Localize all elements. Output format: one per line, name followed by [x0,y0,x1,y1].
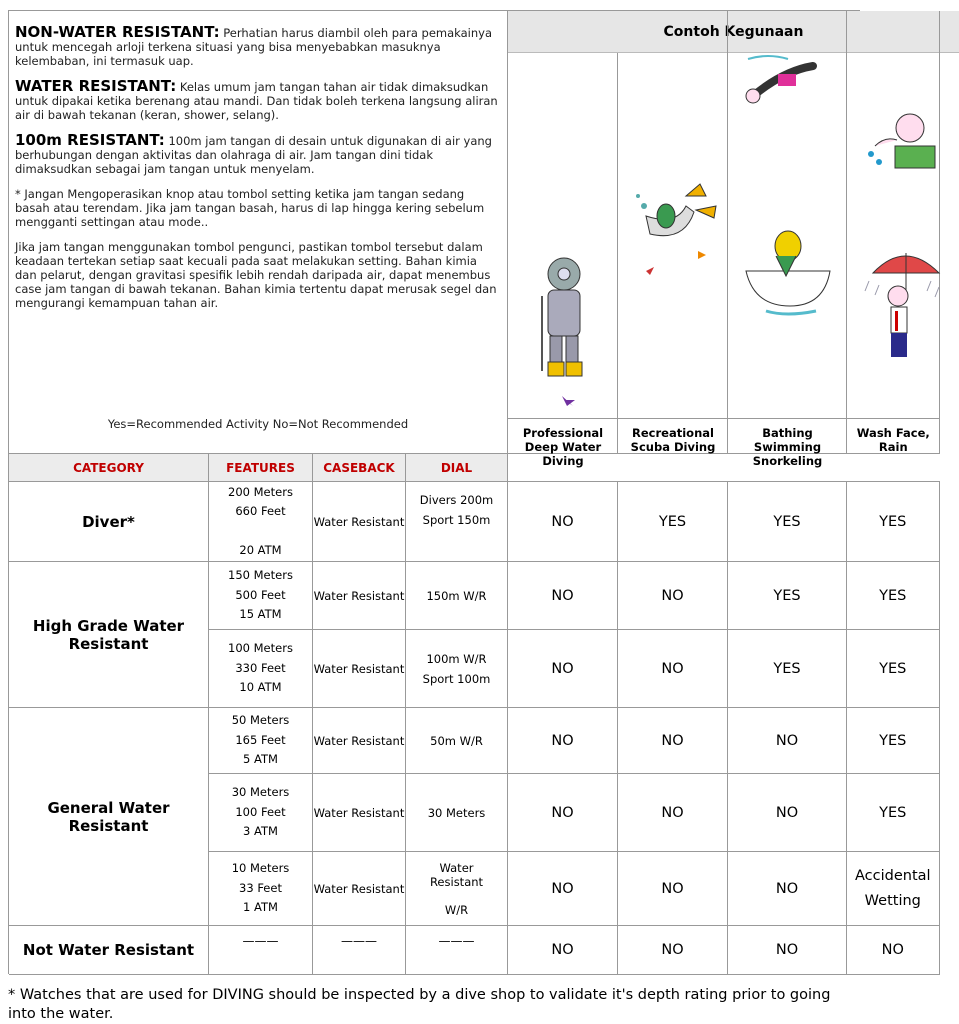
value-cell: YES [847,708,940,774]
value-cell: NO [508,482,618,562]
value-cell: NO [728,926,847,975]
col-wash [847,11,940,454]
value-cell: Accidental Wetting [847,852,940,926]
dial-cell: Water Resistant W/R [406,852,508,926]
activity-label: Recreational Scuba Diving [618,418,728,454]
value-cell: NO [847,926,940,975]
examples-title: Contoh Kegunaan [508,11,959,53]
activity-label: Wash Face, Rain [847,418,940,454]
value-cell: NO [728,774,847,852]
water-resistance-table [8,10,931,974]
deep-diver-illustration [534,256,594,416]
intro-note-chemicals: Jika jam tangan menggunakan tombol pengunci, pastikan tombol tersebut dalam keadaan tertekan setiap saat kecuali pada saat melakukan setting. Bahan kimia dan pelarut, dengan gravitasi spesifik lebih rendah daripada air, dapat menembus case jam tangan di bawah tekanan. Bahan kimia tertentu dapat merusak segel dan mengurangi kemampuan tahan air. [15,240,497,310]
value-cell: NO [508,562,618,630]
header-dial: DIAL [406,454,508,482]
value-cell: NO [508,852,618,926]
swimmer-illustration [738,41,838,121]
dial-cell: Divers 200m Sport 150m [406,482,508,562]
features-cell: ——— [209,926,313,975]
intro-water-resistant: WATER RESISTANT: Kelas umum jam tangan tahan air tidak dimaksudkan untuk dipakai ketika berenang atau mandi. Dan tidak boleh terkena langsung aliran air di bawah tekanan (keran, shower, selang). [15,77,498,122]
features-cell: 30 Meters 100 Feet 3 ATM [209,774,313,852]
value-cell: YES [728,562,847,630]
value-cell: NO [508,708,618,774]
category-general: General Water Resistant [9,708,209,926]
category-not-water: Not Water Resistant [9,926,209,975]
caseback-cell: Water Resistant [313,562,406,630]
header-spacer [508,454,940,482]
dial-cell: 50m W/R [406,708,508,774]
face-washing-illustration [865,106,945,181]
value-cell: NO [618,562,728,630]
scuba-diver-illustration [626,176,722,296]
value-cell: YES [728,630,847,708]
value-cell: NO [508,926,618,975]
value-cell: NO [618,852,728,926]
intro-non-water: NON-WATER RESISTANT: Perhatian harus diambil oleh para pemakainya untuk mencegah arloji terkena situasi yang bisa menyebabkan masuknya kelembaban, ini termasuk uap. [15,23,493,68]
col-bathing [728,11,847,454]
intro-100m: 100m RESISTANT: 100m jam tangan di desain untuk digunakan di air yang berhubungan dengan aktivitas dan olahraga di air. Jam tangan dini tidak dimaksudkan sebagai jam tangan untuk menyelam. [15,131,492,176]
caseback-cell: Water Resistant [313,708,406,774]
caseback-cell: ——— [313,926,406,975]
value-cell: YES [847,562,940,630]
features-cell: 200 Meters 660 Feet 20 ATM [209,482,313,562]
features-cell: 100 Meters 330 Feet 10 ATM [209,630,313,708]
activity-label: Professional Deep Water Diving [508,418,618,454]
features-cell: 150 Meters 500 Feet 15 ATM [209,562,313,630]
value-cell: NO [618,774,728,852]
value-cell: NO [618,708,728,774]
intro-note-buttons: * Jangan Mengoperasikan knop atau tombol setting ketika jam tangan sedang basah atau terendam. Jika jam tangan basah, harus di lap hingga kering sebelum mengganti settingan atau mode.. [15,187,485,229]
category-diver: Diver* [9,482,209,562]
value-cell: NO [618,926,728,975]
caseback-cell: Water Resistant [313,774,406,852]
header-caseback: CASEBACK [313,454,406,482]
value-cell: YES [847,482,940,562]
value-cell: NO [508,774,618,852]
dial-cell: ——— [406,926,508,975]
header-category: CATEGORY [9,454,209,482]
header-features: FEATURES [209,454,313,482]
footnote: * Watches that are used for DIVING should be inspected by a dive shop to validate it's depth rating prior to going into the water. [8,987,831,1022]
value-cell: YES [728,482,847,562]
value-cell: YES [847,630,940,708]
caseback-cell: Water Resistant [313,630,406,708]
features-cell: 10 Meters 33 Feet 1 ATM [209,852,313,926]
value-cell: YES [618,482,728,562]
value-cell: NO [728,852,847,926]
value-cell: NO [618,630,728,708]
bathing-illustration [736,216,840,326]
features-cell: 50 Meters 165 Feet 5 ATM [209,708,313,774]
legend: Yes=Recommended Activity No=Not Recommended [107,417,409,431]
caseback-cell: Water Resistant [313,482,406,562]
value-cell: YES [847,774,940,852]
intro-text [9,11,508,454]
umbrella-rain-illustration [865,241,945,366]
value-cell: NO [728,708,847,774]
dial-cell: 100m W/R Sport 100m [406,630,508,708]
dial-cell: 30 Meters [406,774,508,852]
activity-label: Bathing Swimming Snorkeling [728,418,847,454]
category-high-grade: High Grade Water Resistant [9,562,209,708]
dial-cell: 150m W/R [406,562,508,630]
col-scuba [618,11,728,454]
caseback-cell: Water Resistant [313,852,406,926]
value-cell: NO [508,630,618,708]
